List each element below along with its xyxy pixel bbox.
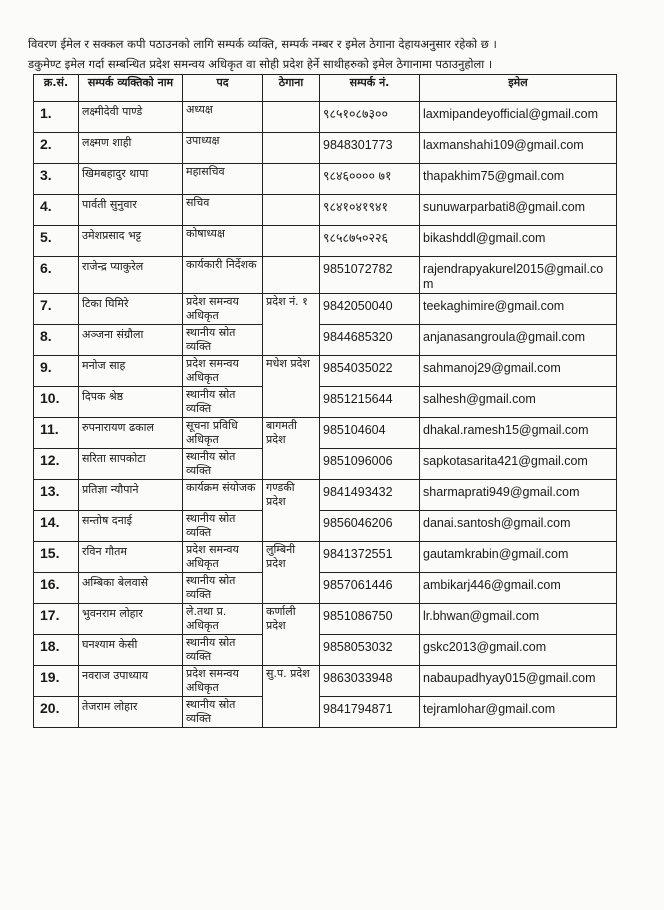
email-cell: anjanasangroula@gmail.com	[420, 325, 617, 356]
phone-cell: 9848301773	[320, 133, 420, 164]
email-cell: teekaghimire@gmail.com	[420, 294, 617, 325]
table-row	[34, 356, 617, 387]
phone-cell: 9851086750	[320, 604, 420, 635]
name-cell: घनश्याम केसी	[79, 635, 183, 666]
post-cell: प्रदेश समन्वय अधिकृत	[183, 356, 263, 387]
email-cell: rajendrapyakurel2015@gmail.com	[420, 257, 617, 294]
email-cell: sapkotasarita421@gmail.com	[420, 449, 617, 480]
serial-cell: 3.	[34, 164, 79, 195]
post-cell: ले.तथा प्र. अधिकृत	[183, 604, 263, 635]
table-row	[34, 294, 617, 325]
table-row	[34, 511, 617, 542]
phone-cell: ९८४६०००० ७१	[320, 164, 420, 195]
phone-cell: 985104604	[320, 418, 420, 449]
phone-cell: 9841794871	[320, 697, 420, 728]
post-cell: कार्यक्रम संयोजक	[183, 480, 263, 511]
name-cell: लक्ष्मण शाही	[79, 133, 183, 164]
email-cell: gautamkrabin@gmail.com	[420, 542, 617, 573]
table-row	[34, 418, 617, 449]
name-cell: राजेन्द्र प्याकुरेल	[79, 257, 183, 294]
address-cell: गण्डकी प्रदेश	[263, 480, 320, 542]
name-cell: प्रतिज्ञा न्यौपाने	[79, 480, 183, 511]
post-cell: महासचिव	[183, 164, 263, 195]
phone-cell: 9854035022	[320, 356, 420, 387]
header-post: पद	[183, 75, 263, 102]
contact-table	[33, 74, 617, 728]
phone-cell: 9856046206	[320, 511, 420, 542]
serial-cell: 13.	[34, 480, 79, 511]
address-cell: लुम्बिनी प्रदेश	[263, 542, 320, 604]
serial-cell: 15.	[34, 542, 79, 573]
post-cell: सचिव	[183, 195, 263, 226]
table-row	[34, 480, 617, 511]
address-cell	[263, 164, 320, 195]
name-cell: अम्बिका बेलवासे	[79, 573, 183, 604]
header-address: ठेगाना	[263, 75, 320, 102]
email-cell: tejramlohar@gmail.com	[420, 697, 617, 728]
table-row	[34, 666, 617, 697]
table-row	[34, 257, 617, 294]
email-cell: laxmipandeyofficial@gmail.com	[420, 102, 617, 133]
header-email: इमेल	[420, 75, 617, 102]
email-cell: dhakal.ramesh15@gmail.com	[420, 418, 617, 449]
phone-cell: 9842050040	[320, 294, 420, 325]
name-cell: मनोज साह	[79, 356, 183, 387]
post-cell: अध्यक्ष	[183, 102, 263, 133]
table-row	[34, 226, 617, 257]
email-cell: nabaupadhyay015@gmail.com	[420, 666, 617, 697]
header-phone: सम्पर्क नं.	[320, 75, 420, 102]
serial-cell: 8.	[34, 325, 79, 356]
email-cell: bikashddl@gmail.com	[420, 226, 617, 257]
serial-cell: 16.	[34, 573, 79, 604]
email-cell: laxmanshahi109@gmail.com	[420, 133, 617, 164]
post-cell: स्थानीय स्रोत व्यक्ति	[183, 449, 263, 480]
serial-cell: 5.	[34, 226, 79, 257]
name-cell: खिमबहादुर थापा	[79, 164, 183, 195]
table-row	[34, 164, 617, 195]
address-cell	[263, 257, 320, 294]
intro-text	[28, 34, 638, 74]
serial-cell: 19.	[34, 666, 79, 697]
phone-cell: ९८५१०८७३००	[320, 102, 420, 133]
email-cell: gskc2013@gmail.com	[420, 635, 617, 666]
name-cell: लक्ष्मीदेवी पाण्डे	[79, 102, 183, 133]
name-cell: उमेशप्रसाद भट्ट	[79, 226, 183, 257]
name-cell: सरिता सापकोटा	[79, 449, 183, 480]
header-serial: क्र.सं.	[34, 75, 79, 102]
name-cell: भुवनराम लोहार	[79, 604, 183, 635]
table-header-row	[34, 75, 617, 102]
post-cell: कोषाध्यक्ष	[183, 226, 263, 257]
address-cell: प्रदेश नं. १	[263, 294, 320, 356]
post-cell: स्थानीय स्रोत व्यक्ति	[183, 387, 263, 418]
phone-cell: 9851096006	[320, 449, 420, 480]
phone-cell: ९८४१०४१९४१	[320, 195, 420, 226]
table-row	[34, 102, 617, 133]
serial-cell: 6.	[34, 257, 79, 294]
serial-cell: 7.	[34, 294, 79, 325]
table-body	[34, 102, 617, 728]
post-cell: स्थानीय स्रोत व्यक्ति	[183, 635, 263, 666]
address-cell: कर्णाली प्रदेश	[263, 604, 320, 666]
post-cell: प्रदेश समन्वय अधिकृत	[183, 294, 263, 325]
serial-cell: 20.	[34, 697, 79, 728]
phone-cell: 9844685320	[320, 325, 420, 356]
serial-cell: 1.	[34, 102, 79, 133]
table-row	[34, 195, 617, 226]
serial-cell: 12.	[34, 449, 79, 480]
phone-cell: 9863033948	[320, 666, 420, 697]
name-cell: रविन गौतम	[79, 542, 183, 573]
table-row	[34, 387, 617, 418]
table-row	[34, 133, 617, 164]
email-cell: ambikarj446@gmail.com	[420, 573, 617, 604]
phone-cell: 9857061446	[320, 573, 420, 604]
post-cell: कार्यकारी निर्देशक	[183, 257, 263, 294]
address-cell	[263, 195, 320, 226]
table-row	[34, 542, 617, 573]
email-cell: sunuwarparbati8@gmail.com	[420, 195, 617, 226]
address-cell	[263, 226, 320, 257]
table-row	[34, 697, 617, 728]
post-cell: स्थानीय स्रोत व्यक्ति	[183, 325, 263, 356]
serial-cell: 14.	[34, 511, 79, 542]
header-name: सम्पर्क व्यक्तिको नाम	[79, 75, 183, 102]
post-cell: प्रदेश समन्वय अधिकृत	[183, 542, 263, 573]
email-cell: lr.bhwan@gmail.com	[420, 604, 617, 635]
email-cell: sahmanoj29@gmail.com	[420, 356, 617, 387]
phone-cell: 9841493432	[320, 480, 420, 511]
serial-cell: 2.	[34, 133, 79, 164]
serial-cell: 9.	[34, 356, 79, 387]
name-cell: अञ्जना संग्रौला	[79, 325, 183, 356]
name-cell: नवराज उपाध्याय	[79, 666, 183, 697]
intro-line-2: डकुमेण्ट इमेल गर्दा सम्बन्धित प्रदेश समन्वय अधिकृत वा सोही प्रदेश हेर्ने साथीहरुको इमेल ठेगानामा पठाउनुहोला ।	[28, 57, 493, 71]
email-cell: salhesh@gmail.com	[420, 387, 617, 418]
post-cell: सूचना प्रविधि अधिकृत	[183, 418, 263, 449]
serial-cell: 11.	[34, 418, 79, 449]
name-cell: रुपनारायण ढकाल	[79, 418, 183, 449]
serial-cell: 4.	[34, 195, 79, 226]
address-cell: मधेश प्रदेश	[263, 356, 320, 418]
table-row	[34, 449, 617, 480]
post-cell: स्थानीय स्रोत व्यक्ति	[183, 697, 263, 728]
table-row	[34, 604, 617, 635]
name-cell: पार्वती सुनुवार	[79, 195, 183, 226]
post-cell: उपाध्यक्ष	[183, 133, 263, 164]
phone-cell: 9851215644	[320, 387, 420, 418]
email-cell: sharmaprati949@gmail.com	[420, 480, 617, 511]
intro-line-1: विवरण ईमेल र सक्कल कपी पठाउनको लागि सम्पर्क व्यक्ति, सम्पर्क नम्बर र इमेल ठेगाना देहायअनुसार रहेको छ ।	[28, 37, 497, 51]
address-cell	[263, 133, 320, 164]
address-cell	[263, 102, 320, 133]
post-cell: स्थानीय स्रोत व्यक्ति	[183, 511, 263, 542]
name-cell: टिका घिमिरे	[79, 294, 183, 325]
phone-cell: 9851072782	[320, 257, 420, 294]
serial-cell: 18.	[34, 635, 79, 666]
email-cell: danai.santosh@gmail.com	[420, 511, 617, 542]
table-row	[34, 325, 617, 356]
table-row	[34, 573, 617, 604]
address-cell: सु.प. प्रदेश	[263, 666, 320, 728]
post-cell: प्रदेश समन्वय अधिकृत	[183, 666, 263, 697]
name-cell: दिपक श्रेष्ठ	[79, 387, 183, 418]
serial-cell: 17.	[34, 604, 79, 635]
phone-cell: 9858053032	[320, 635, 420, 666]
email-cell: thapakhim75@gmail.com	[420, 164, 617, 195]
address-cell: बागमती प्रदेश	[263, 418, 320, 480]
name-cell: सन्तोष दनाई	[79, 511, 183, 542]
post-cell: स्थानीय स्रोत व्यक्ति	[183, 573, 263, 604]
table-row	[34, 635, 617, 666]
serial-cell: 10.	[34, 387, 79, 418]
phone-cell: ९८५८७५०२२६	[320, 226, 420, 257]
name-cell: तेजराम लोहार	[79, 697, 183, 728]
phone-cell: 9841372551	[320, 542, 420, 573]
